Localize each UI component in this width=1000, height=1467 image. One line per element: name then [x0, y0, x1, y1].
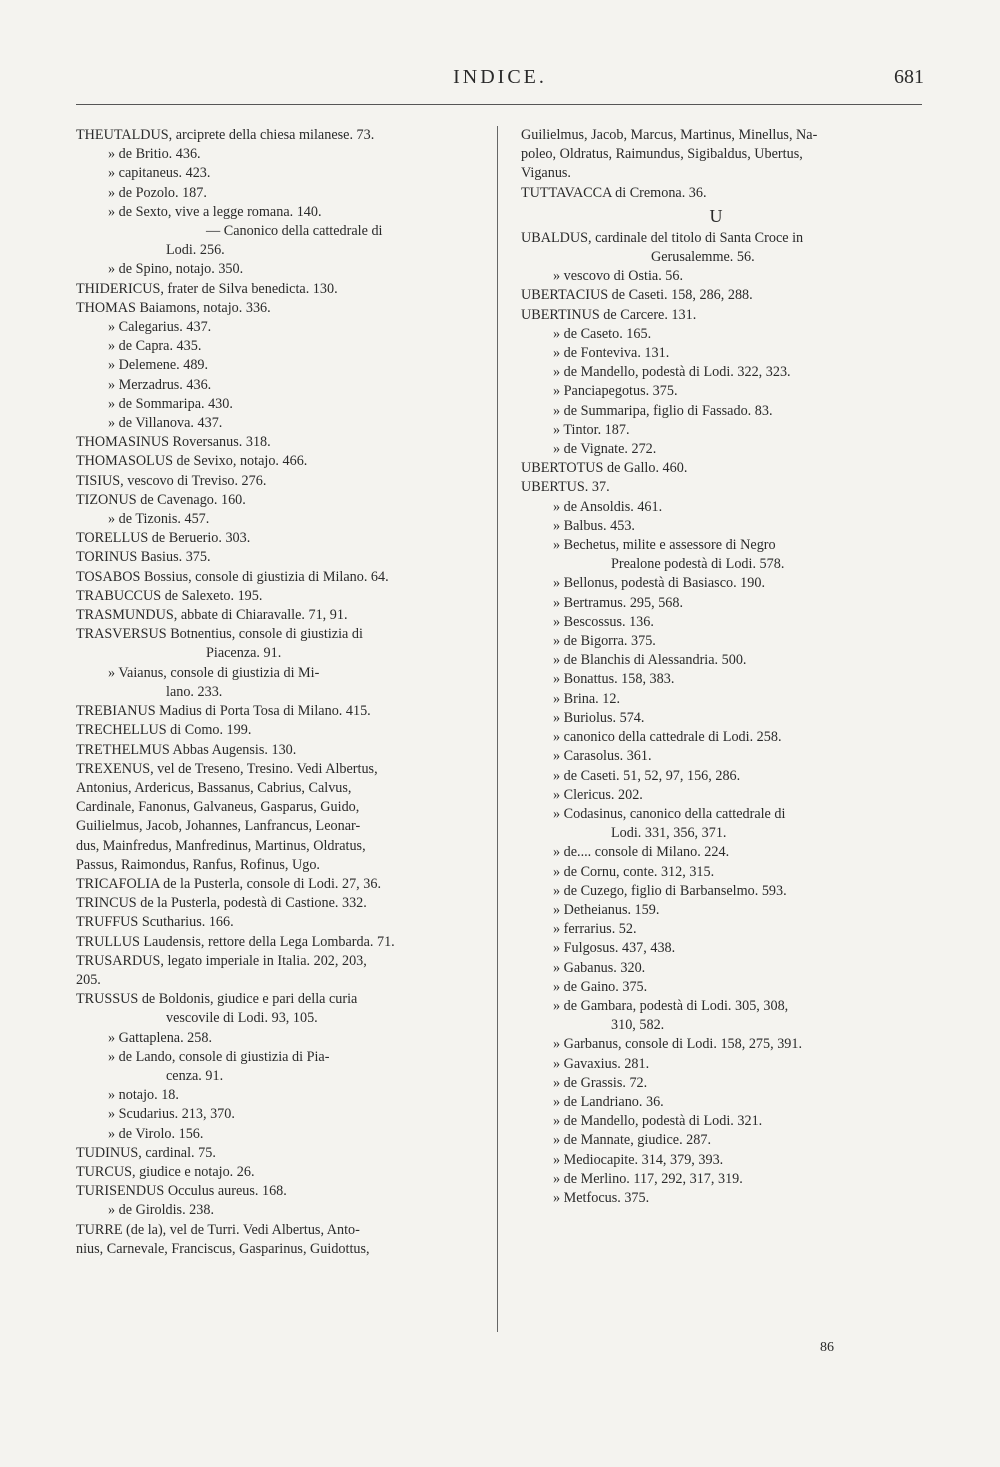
index-line: » de Bigorra. 375. — [553, 633, 656, 650]
index-line: dus, Mainfredus, Manfredinus, Martinus, Oldratus, — [76, 837, 366, 854]
index-line: UBERTACIUS de Caseti. 158, 286, 288. — [521, 287, 753, 304]
index-line: » de Virolo. 156. — [108, 1125, 204, 1142]
index-line: » de Vignate. 272. — [553, 441, 657, 458]
index-line: » de Caseti. 51, 52, 97, 156, 286. — [553, 767, 741, 784]
index-line: » Panciapegotus. 375. — [553, 383, 678, 400]
index-line: » Bonattus. 158, 383. — [553, 671, 675, 688]
index-line: » de Villanova. 437. — [108, 415, 223, 432]
index-line: TURCUS, giudice e notajo. 26. — [76, 1163, 255, 1180]
index-line: » de Fonteviva. 131. — [553, 345, 670, 362]
index-line: » de Gaino. 375. — [553, 978, 648, 995]
index-line: TREBIANUS Madius di Porta Tosa di Milano. 415. — [76, 703, 371, 720]
index-line: » Carasolus. 361. — [553, 748, 652, 765]
index-line: » Delemene. 489. — [108, 357, 209, 374]
index-line: » canonico della cattedrale di Lodi. 258. — [553, 729, 782, 746]
index-line: THOMASINUS Roversanus. 318. — [76, 434, 271, 451]
index-line: Lodi. 256. — [166, 242, 225, 259]
left-index-column — [76, 126, 474, 1259]
index-line: » de Sommaripa. 430. — [108, 395, 233, 412]
index-line: poleo, Oldratus, Raimundus, Sigibaldus, Ubertus, — [521, 146, 803, 163]
index-line: TURISENDUS Occulus aureus. 168. — [76, 1183, 287, 1200]
index-line: » de Merlino. 117, 292, 317, 319. — [553, 1170, 743, 1187]
index-line: Antonius, Ardericus, Bassanus, Cabrius, Calvus, — [76, 779, 352, 796]
index-line: » de Britio. 436. — [108, 146, 201, 163]
index-line: » de Blanchis di Alessandria. 500. — [553, 652, 747, 669]
index-line: » Garbanus, console di Lodi. 158, 275, 391. — [553, 1036, 803, 1053]
index-line: Lodi. 331, 356, 371. — [611, 825, 727, 842]
index-line: Guilielmus, Jacob, Johannes, Lanfrancus, Leonar- — [76, 818, 361, 835]
index-line: UBALDUS, cardinale del titolo di Santa Croce in — [521, 229, 804, 246]
index-line: » de Mandello, podestà di Lodi. 322, 323. — [553, 364, 791, 381]
index-line: TORINUS Basius. 375. — [76, 549, 211, 566]
index-line: TIZONUS de Cavenago. 160. — [76, 491, 246, 508]
header-rule — [76, 104, 922, 105]
index-line: TRASVERSUS Botnentius, console di giustizia di — [76, 626, 363, 643]
index-line: » Codasinus, canonico della cattedrale di — [553, 805, 786, 822]
index-line: » Bellonus, podestà di Basiasco. 190. — [553, 575, 766, 592]
index-line: » de.... console di Milano. 224. — [553, 844, 730, 861]
index-line: TURRE (de la), vel de Turri. Vedi Albertus, Anto- — [76, 1221, 360, 1238]
index-line: » Metfocus. 375. — [553, 1189, 650, 1206]
index-line: TRECHELLUS di Como. 199. — [76, 722, 252, 739]
index-line: THIDERICUS, frater de Silva benedicta. 130. — [76, 280, 338, 297]
index-line: » Balbus. 453. — [553, 517, 635, 534]
index-line: Prealone podestà di Lodi. 578. — [611, 556, 785, 573]
index-line: » de Mannate, giudice. 287. — [553, 1132, 711, 1149]
index-line: » de Summaripa, figlio di Fassado. 83. — [553, 402, 773, 419]
column-divider — [497, 126, 498, 1332]
index-line: » Vaianus, console di giustizia di Mi- — [108, 664, 320, 681]
index-line: » de Sexto, vive a legge romana. 140. — [108, 203, 322, 220]
index-line: lano. 233. — [166, 683, 223, 700]
index-line: » Gavaxius. 281. — [553, 1055, 650, 1072]
index-line: UBERTOTUS de Gallo. 460. — [521, 460, 688, 477]
index-line: » de Landriano. 36. — [553, 1093, 664, 1110]
index-line: TRULLUS Laudensis, rettore della Lega Lombarda. 71. — [76, 933, 395, 950]
index-line: Cardinale, Fanonus, Galvaneus, Gasparus, Guido, — [76, 799, 360, 816]
index-line: » Tintor. 187. — [553, 421, 630, 438]
index-line: » Detheianus. 159. — [553, 901, 660, 918]
index-line: vescovile di Lodi. 93, 105. — [166, 1010, 318, 1027]
index-line: Gerusalemme. 56. — [651, 249, 755, 266]
index-line: TREXENUS, vel de Treseno, Tresino. Vedi Albertus, — [76, 760, 378, 777]
page-number: 681 — [894, 66, 924, 88]
index-line: TRUSSUS de Boldonis, giudice e pari della curia — [76, 991, 358, 1008]
index-line: » Buriolus. 574. — [553, 709, 645, 726]
index-line: UBERTINUS de Carcere. 131. — [521, 306, 697, 323]
index-line: TUDINUS, cardinal. 75. — [76, 1144, 216, 1161]
index-line: TUTTAVACCA di Cremona. 36. — [521, 184, 707, 201]
signature-mark: 86 — [820, 1340, 834, 1355]
index-line: » de Spino, notajo. 350. — [108, 261, 244, 278]
index-line: » Calegarius. 437. — [108, 319, 212, 336]
index-line: UBERTUS. 37. — [521, 479, 610, 496]
index-line: nius, Carnevale, Franciscus, Gasparinus, Guidottus, — [76, 1240, 370, 1257]
index-line: THOMAS Baiamons, notajo. 336. — [76, 299, 271, 316]
index-line: » de Cornu, conte. 312, 315. — [553, 863, 715, 880]
index-line: TRASMUNDUS, abbate di Chiaravalle. 71, 91. — [76, 607, 348, 624]
section-letter: U — [709, 205, 723, 226]
index-line: » de Caseto. 165. — [553, 325, 652, 342]
index-line: » Gabanus. 320. — [553, 959, 646, 976]
index-line: » Merzadrus. 436. — [108, 376, 212, 393]
index-line: » de Tizonis. 457. — [108, 511, 210, 528]
right-index-column — [521, 126, 911, 1208]
index-line: » Bechetus, milite e assessore di Negro — [553, 537, 776, 554]
index-line: » Scudarius. 213, 370. — [108, 1106, 235, 1123]
index-line: » Mediocapite. 314, 379, 393. — [553, 1151, 724, 1168]
index-line: — Canonico della cattedrale di — [206, 223, 383, 240]
index-line: » de Lando, console di giustizia di Pia- — [108, 1048, 330, 1065]
index-line: » de Gambara, podestà di Lodi. 305, 308, — [553, 997, 789, 1014]
index-line: » de Mandello, podestà di Lodi. 321. — [553, 1113, 763, 1130]
index-line: TRUSARDUS, legato imperiale in Italia. 202, 203, — [76, 952, 367, 969]
index-line: TRUFFUS Scutharius. 166. — [76, 914, 234, 931]
index-line: » de Capra. 435. — [108, 338, 202, 355]
index-line: » Gattaplena. 258. — [108, 1029, 213, 1046]
index-line: THEUTALDUS, arciprete della chiesa milanese. 73. — [76, 127, 375, 143]
index-line: » de Grassis. 72. — [553, 1074, 648, 1091]
index-line: » Bertramus. 295, 568. — [553, 594, 684, 611]
index-line: » vescovo di Ostia. 56. — [553, 268, 684, 285]
index-line: 205. — [76, 971, 101, 988]
index-line: » capitaneus. 423. — [108, 165, 211, 182]
index-line: » de Ansoldis. 461. — [553, 498, 663, 515]
index-line: Viganus. — [521, 165, 571, 182]
index-line: » ferrarius. 52. — [553, 921, 637, 938]
index-line: 310, 582. — [611, 1017, 665, 1034]
index-line: TISIUS, vescovo di Treviso. 276. — [76, 472, 267, 489]
index-line: THOMASOLUS de Sevixo, notajo. 466. — [76, 453, 308, 470]
page-title: INDICE. — [453, 66, 547, 88]
index-line: » de Cuzego, figlio di Barbanselmo. 593. — [553, 882, 787, 899]
index-line: TRETHELMUS Abbas Augensis. 130. — [76, 741, 297, 758]
index-line: » Clericus. 202. — [553, 786, 643, 803]
index-line: » notajo. 18. — [108, 1087, 179, 1104]
index-line: » Bescossus. 136. — [553, 613, 654, 630]
index-line: cenza. 91. — [166, 1067, 224, 1084]
index-line: TOSABOS Bossius, console di giustizia di Milano. 64. — [76, 568, 389, 585]
index-line: Piacenza. 91. — [206, 645, 282, 662]
index-line: » Brina. 12. — [553, 690, 620, 707]
index-line: TRABUCCUS de Salexeto. 195. — [76, 587, 263, 604]
index-line: » de Pozolo. 187. — [108, 184, 207, 201]
index-line: Passus, Raimondus, Ranfus, Rofinus, Ugo. — [76, 856, 320, 873]
index-line: TORELLUS de Beruerio. 303. — [76, 530, 251, 547]
index-line: TRINCUS de la Pusterla, podestà di Castione. 332. — [76, 895, 367, 912]
index-line: Guilielmus, Jacob, Marcus, Martinus, Minellus, Na- — [521, 127, 818, 143]
index-line: » de Giroldis. 238. — [108, 1202, 215, 1219]
running-header — [0, 66, 1000, 96]
index-line: » Fulgosus. 437, 438. — [553, 940, 676, 957]
index-line: TRICAFOLIA de la Pusterla, console di Lodi. 27, 36. — [76, 875, 381, 892]
